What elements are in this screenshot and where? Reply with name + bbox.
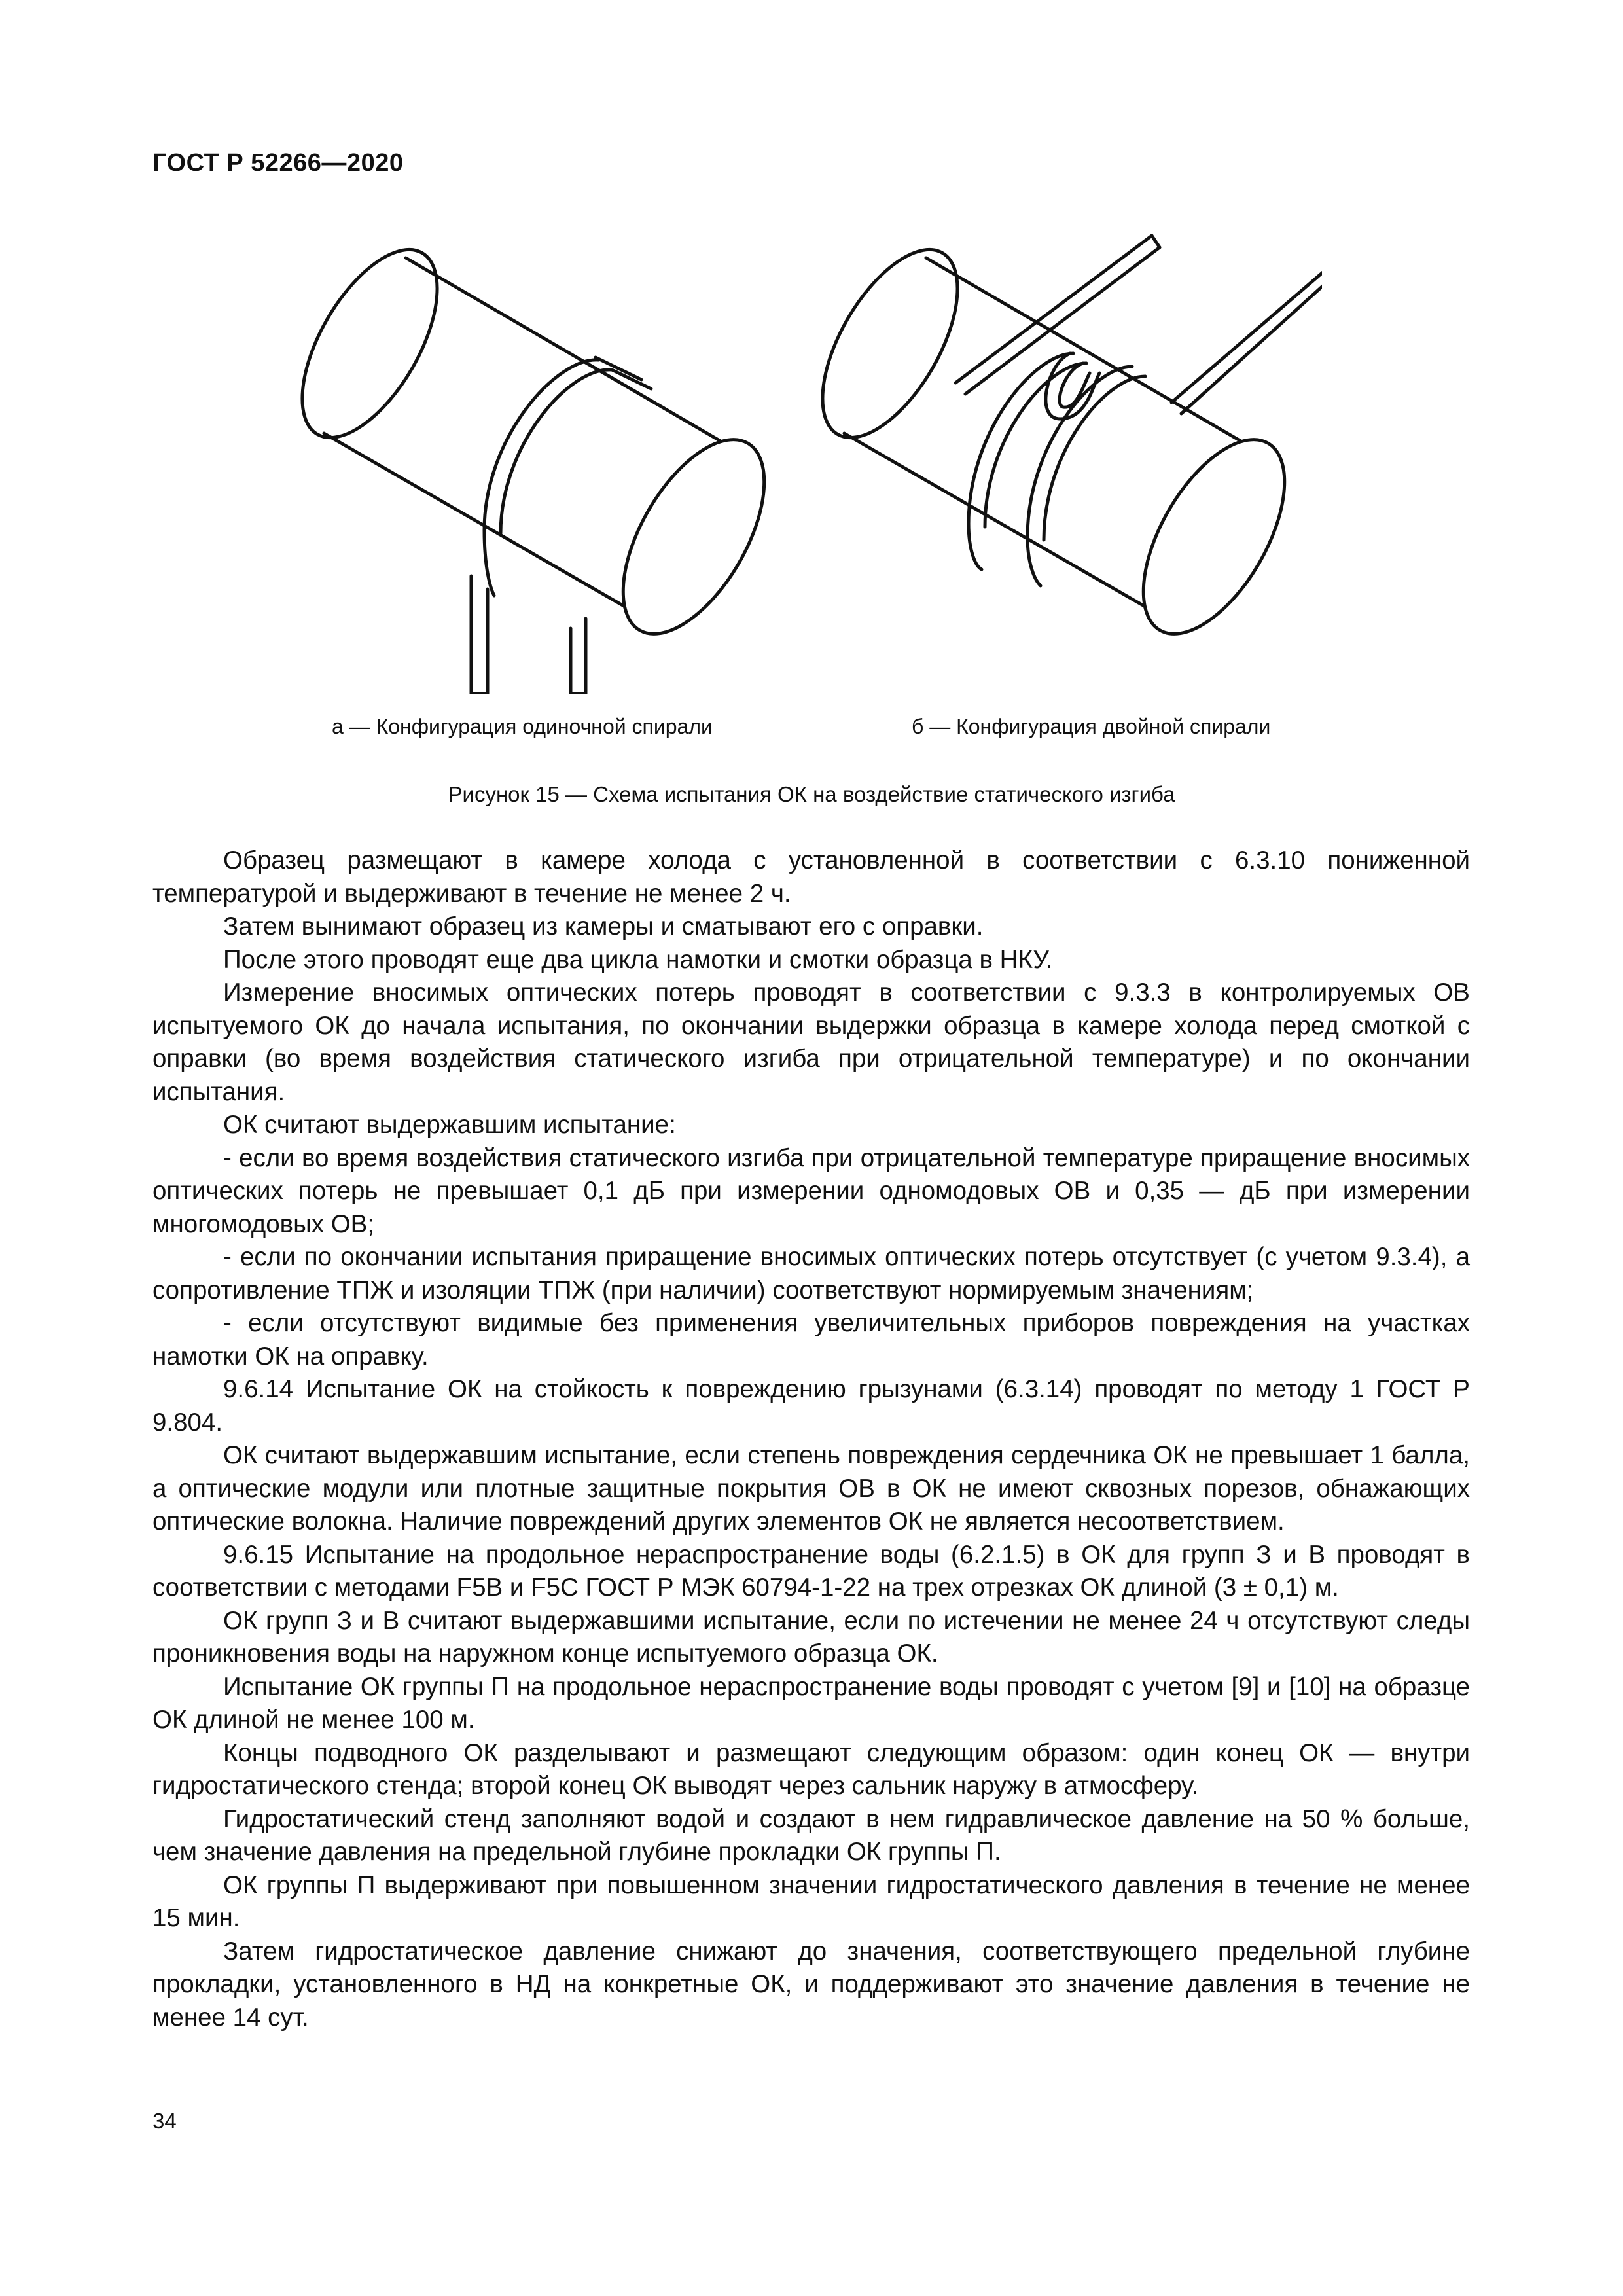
paragraph: ОК групп З и В считают выдержавшими испытание, если по истечении не менее 24 ч отсутствуют следы проникновения воды на наружном конце испытуемого образца ОК. bbox=[152, 1606, 1470, 1668]
list-item: - если по окончании испытания приращение вносимых оптических потерь отсутствует (с учетом 9.3.4), а сопротивление ТПЖ и изоляции ТПЖ (при наличии) соответствуют нормируемым значениям; bbox=[152, 1243, 1470, 1304]
figure-caption-a: а — Конфигурация одиночной спирали bbox=[332, 715, 713, 738]
document-header: ГОСТ Р 52266—2020 bbox=[152, 149, 404, 177]
paragraph: ОК считают выдержавшим испытание: bbox=[223, 1111, 676, 1139]
body-text bbox=[152, 844, 1470, 2034]
paragraph: 9.6.15 Испытание на продольное нераспространение воды (6.2.1.5) в ОК для групп З и В проводят в соответствии с методами F5B и F5C ГОСТ Р МЭК 60794-1-22 на трех отрезках ОК длиной (3 ± 0,1) м. bbox=[152, 1540, 1470, 1602]
single-spiral-diagram bbox=[275, 228, 793, 694]
paragraph: Затем вынимают образец из камеры и сматывают его с оправки. bbox=[223, 912, 984, 941]
paragraph: Гидростатический стенд заполняют водой и создают в нем гидравлическое давление на 50 % больше, чем значение давления на предельной глубине прокладки ОК группы П. bbox=[152, 1804, 1470, 1866]
paragraph: ОК считают выдержавшим испытание, если степень повреждения сердечника ОК не превышает 1 балла, а оптические модули или плотные защитные покрытия ОВ в ОК не имеют сквозных порезов, обнажающих оптические волокна. Наличие повреждений других элементов ОК не является несоответствием. bbox=[152, 1441, 1470, 1535]
page-number: 34 bbox=[152, 2109, 177, 2133]
paragraph: После этого проводят еще два цикла намотки и смотки образца в НКУ. bbox=[223, 945, 1053, 974]
paragraph: Испытание ОК группы П на продольное нераспространение воды проводят с учетом [9] и [10] на образце ОК длиной не менее 100 м. bbox=[152, 1672, 1470, 1734]
paragraph: Затем гидростатическое давление снижают до значения, соответствующего предельной глубине прокладки, установленного в НД на конкретные ОК, и поддерживают это значение давления в течение не менее 14 сут. bbox=[152, 1937, 1470, 2032]
figure-15-drawing bbox=[275, 223, 1322, 694]
figure-title: Рисунок 15 — Схема испытания ОК на воздействие статического изгиба bbox=[448, 782, 1175, 806]
paragraph: 9.6.14 Испытание ОК на стойкость к повреждению грызунами (6.3.14) проводят по методу 1 ГОСТ Р 9.804. bbox=[152, 1375, 1470, 1437]
paragraph: Измерение вносимых оптических потерь проводят в соответствии с 9.3.3 в контролируемых ОВ испытуемого ОК до начала испытания, по окончании выдержки образца в камере холода перед смоткой с оправки (во время воздействия статического изгиба при отрицательной температуре) и по окончании испытания. bbox=[152, 978, 1470, 1106]
list-item: - если во время воздействия статического изгиба при отрицательной температуре приращение вносимых оптических потерь не превышает 0,1 дБ при измерении одномодовых ОВ и 0,35 — дБ при измерении многомодовых ОВ; bbox=[152, 1143, 1470, 1238]
paragraph: ОК группы П выдерживают при повышенном значении гидростатического давления в течение не менее 15 мин. bbox=[152, 1871, 1470, 1932]
paragraph: Образец размещают в камере холода с установленной в соответствии с 6.3.10 пониженной температурой и выдерживают в течение не менее 2 ч. bbox=[152, 846, 1470, 908]
paragraph: Концы подводного ОК разделывают и размещают следующим образом: один конец ОК — внутри гидростатического стенда; второй конец ОК выводят через сальник наружу в атмосферу. bbox=[152, 1738, 1470, 1800]
list-item: - если отсутствуют видимые без применения увеличительных приборов повреждения на участках намотки ОК на оправку. bbox=[152, 1309, 1470, 1371]
figure-caption-b: б — Конфигурация двойной спирали bbox=[912, 715, 1271, 738]
double-spiral-diagram bbox=[795, 228, 1322, 656]
